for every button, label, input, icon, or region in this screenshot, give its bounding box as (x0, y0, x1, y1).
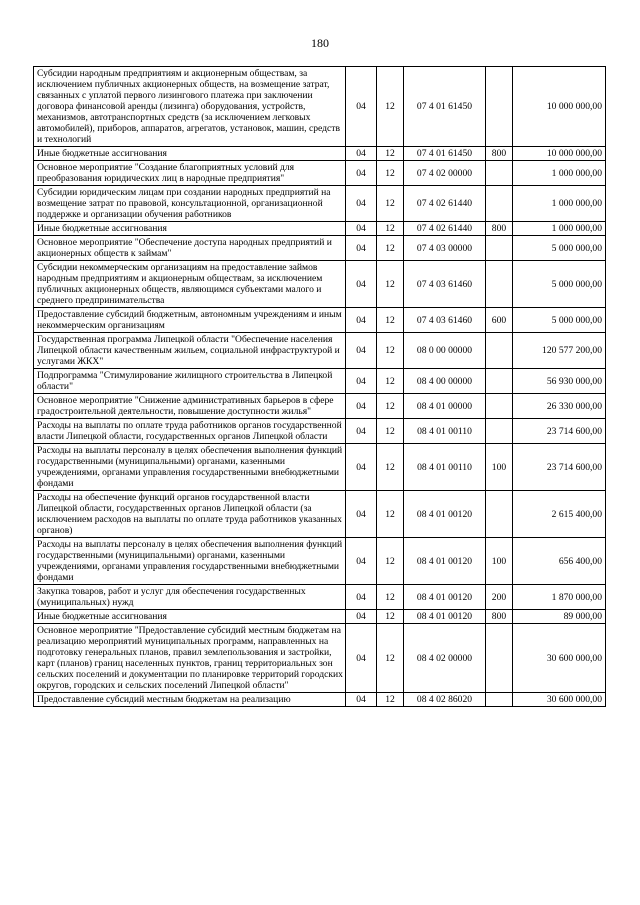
section-code: 04 (346, 610, 377, 624)
amount: 1 870 000,00 (513, 585, 606, 610)
table-row (34, 585, 606, 610)
expense-description: Иные бюджетные ассигнования (34, 147, 346, 161)
amount: 89 000,00 (513, 610, 606, 624)
section-code: 04 (346, 444, 377, 491)
table-row (34, 538, 606, 585)
budget-table (33, 66, 606, 707)
expense-description: Расходы на выплаты по оплате труда работников органов государственной власти Липецкой области, государственных органов Липецкой области (34, 419, 346, 444)
amount: 1 000 000,00 (513, 186, 606, 222)
expense-description: Основное мероприятие "Предоставление субсидий местным бюджетам на реализацию мероприятий муниципальных программ, направленных на подготовку генеральных планов, правил землепользования и застройки, карт (планов) границ населенных пунктов, границ территориальных зон сельских поселений и документации по планировке территорий городских округов, городских и сельских поселений Липецкой области" (34, 624, 346, 693)
subsection-code: 12 (377, 538, 404, 585)
target-article-code: 08 4 01 00000 (404, 394, 486, 419)
expense-description: Закупка товаров, работ и услуг для обеспечения государственных (муниципальных) нужд (34, 585, 346, 610)
target-article-code: 08 4 01 00120 (404, 585, 486, 610)
amount: 120 577 200,00 (513, 333, 606, 369)
expense-description: Основное мероприятие "Создание благоприятных условий для преобразования юридических лиц в народные предприятия" (34, 161, 346, 186)
expense-description: Расходы на выплаты персоналу в целях обеспечения выполнения функций государственными (муниципальными) органами, казенными учреждениями, органами управления государственными внебюджетными фондами (34, 538, 346, 585)
amount: 5 000 000,00 (513, 236, 606, 261)
table-row (34, 491, 606, 538)
table-row (34, 333, 606, 369)
expense-description: Расходы на обеспечение функций органов государственной власти Липецкой области, государственных органов Липецкой области (за исключением расходов на выплаты по оплате труда работников указанных органов) (34, 491, 346, 538)
expense-type-code (486, 394, 513, 419)
table-row (34, 693, 606, 707)
expense-type-code: 100 (486, 538, 513, 585)
section-code: 04 (346, 222, 377, 236)
target-article-code: 08 4 01 00120 (404, 610, 486, 624)
subsection-code: 12 (377, 333, 404, 369)
expense-type-code: 200 (486, 585, 513, 610)
expense-description: Предоставление субсидий бюджетным, автономным учреждениям и иным некоммерческим организациям (34, 308, 346, 333)
expense-description: Государственная программа Липецкой области "Обеспечение населения Липецкой области качественным жильем, социальной инфраструктурой и услугами ЖКХ" (34, 333, 346, 369)
table-row (34, 394, 606, 419)
table-row (34, 186, 606, 222)
target-article-code: 07 4 03 61460 (404, 308, 486, 333)
expense-description: Предоставление субсидий местным бюджетам на реализацию (34, 693, 346, 707)
expense-type-code (486, 624, 513, 693)
target-article-code: 07 4 03 00000 (404, 236, 486, 261)
subsection-code: 12 (377, 222, 404, 236)
target-article-code: 08 4 01 00110 (404, 444, 486, 491)
subsection-code: 12 (377, 491, 404, 538)
table-row (34, 222, 606, 236)
table-row (34, 67, 606, 147)
expense-type-code (486, 491, 513, 538)
table-row (34, 369, 606, 394)
subsection-code: 12 (377, 261, 404, 308)
amount: 23 714 600,00 (513, 419, 606, 444)
section-code: 04 (346, 161, 377, 186)
subsection-code: 12 (377, 693, 404, 707)
expense-type-code: 100 (486, 444, 513, 491)
section-code: 04 (346, 186, 377, 222)
amount: 2 615 400,00 (513, 491, 606, 538)
expense-description: Субсидии некоммерческим организациям на предоставление займов народным предприятиям и акционерным обществам, за исключением публичных акционерных обществ, являющимся субъектами малого и среднего предпринимательства (34, 261, 346, 308)
target-article-code: 08 4 01 00120 (404, 491, 486, 538)
amount: 23 714 600,00 (513, 444, 606, 491)
page-number: 180 (311, 36, 329, 50)
target-article-code: 08 4 02 86020 (404, 693, 486, 707)
subsection-code: 12 (377, 444, 404, 491)
section-code: 04 (346, 624, 377, 693)
section-code: 04 (346, 333, 377, 369)
expense-type-code: 800 (486, 222, 513, 236)
section-code: 04 (346, 147, 377, 161)
expense-type-code (486, 333, 513, 369)
section-code: 04 (346, 261, 377, 308)
subsection-code: 12 (377, 147, 404, 161)
target-article-code: 08 4 01 00120 (404, 538, 486, 585)
table-row (34, 419, 606, 444)
target-article-code: 07 4 03 61460 (404, 261, 486, 308)
amount: 1 000 000,00 (513, 161, 606, 186)
amount: 5 000 000,00 (513, 308, 606, 333)
expense-type-code: 600 (486, 308, 513, 333)
expense-type-code (486, 67, 513, 147)
amount: 10 000 000,00 (513, 147, 606, 161)
expense-description: Иные бюджетные ассигнования (34, 222, 346, 236)
target-article-code: 07 4 02 61440 (404, 222, 486, 236)
subsection-code: 12 (377, 624, 404, 693)
target-article-code: 08 4 00 00000 (404, 369, 486, 394)
expense-description: Основное мероприятие "Обеспечение доступа народных предприятий и акционерных обществ к займам" (34, 236, 346, 261)
subsection-code: 12 (377, 161, 404, 186)
target-article-code: 07 4 01 61450 (404, 147, 486, 161)
expense-type-code: 800 (486, 610, 513, 624)
section-code: 04 (346, 491, 377, 538)
expense-type-code (486, 161, 513, 186)
target-article-code: 07 4 01 61450 (404, 67, 486, 147)
section-code: 04 (346, 585, 377, 610)
section-code: 04 (346, 538, 377, 585)
target-article-code: 07 4 02 00000 (404, 161, 486, 186)
amount: 30 600 000,00 (513, 624, 606, 693)
subsection-code: 12 (377, 67, 404, 147)
expense-description: Расходы на выплаты персоналу в целях обеспечения выполнения функций государственными (муниципальными) органами, казенными учреждениями, органами управления государственными внебюджетными фондами (34, 444, 346, 491)
subsection-code: 12 (377, 610, 404, 624)
table-row (34, 624, 606, 693)
subsection-code: 12 (377, 419, 404, 444)
subsection-code: 12 (377, 236, 404, 261)
subsection-code: 12 (377, 585, 404, 610)
table-row (34, 236, 606, 261)
amount: 26 330 000,00 (513, 394, 606, 419)
amount: 30 600 000,00 (513, 693, 606, 707)
expense-type-code (486, 693, 513, 707)
section-code: 04 (346, 308, 377, 333)
table-row (34, 147, 606, 161)
expense-type-code (486, 186, 513, 222)
target-article-code: 07 4 02 61440 (404, 186, 486, 222)
budget-table-body (34, 67, 606, 707)
target-article-code: 08 0 00 00000 (404, 333, 486, 369)
subsection-code: 12 (377, 308, 404, 333)
table-row (34, 610, 606, 624)
subsection-code: 12 (377, 369, 404, 394)
expense-description: Субсидии юридическим лицам при создании народных предприятий на возмещение затрат по правовой, консультационной, организационной поддержке и организации обучения работников (34, 186, 346, 222)
amount: 5 000 000,00 (513, 261, 606, 308)
amount: 56 930 000,00 (513, 369, 606, 394)
section-code: 04 (346, 394, 377, 419)
target-article-code: 08 4 01 00110 (404, 419, 486, 444)
section-code: 04 (346, 67, 377, 147)
subsection-code: 12 (377, 186, 404, 222)
section-code: 04 (346, 419, 377, 444)
table-row (34, 308, 606, 333)
subsection-code: 12 (377, 394, 404, 419)
expense-description: Иные бюджетные ассигнования (34, 610, 346, 624)
table-row (34, 161, 606, 186)
table-row (34, 444, 606, 491)
expense-type-code: 800 (486, 147, 513, 161)
expense-description: Основное мероприятие "Снижение административных барьеров в сфере градостроительной деятельности, повышение доступности жилья" (34, 394, 346, 419)
section-code: 04 (346, 369, 377, 394)
expense-type-code (486, 236, 513, 261)
expense-type-code (486, 419, 513, 444)
table-row (34, 261, 606, 308)
amount: 10 000 000,00 (513, 67, 606, 147)
expense-type-code (486, 369, 513, 394)
target-article-code: 08 4 02 00000 (404, 624, 486, 693)
amount: 656 400,00 (513, 538, 606, 585)
amount: 1 000 000,00 (513, 222, 606, 236)
section-code: 04 (346, 693, 377, 707)
expense-description: Подпрограмма "Стимулирование жилищного строительства в Липецкой области" (34, 369, 346, 394)
section-code: 04 (346, 236, 377, 261)
expense-type-code (486, 261, 513, 308)
expense-description: Субсидии народным предприятиям и акционерным обществам, за исключением публичных акционерных обществ, на возмещение затрат, связанных с уплатой первого лизингового платежа при заключении договора финансовой аренды (лизинга) оборудования, устройств, механизмов, автотранспортных средств (за исключением легковых автомобилей), приборов, аппаратов, агрегатов, установок, машин, средств и технологий (34, 67, 346, 147)
